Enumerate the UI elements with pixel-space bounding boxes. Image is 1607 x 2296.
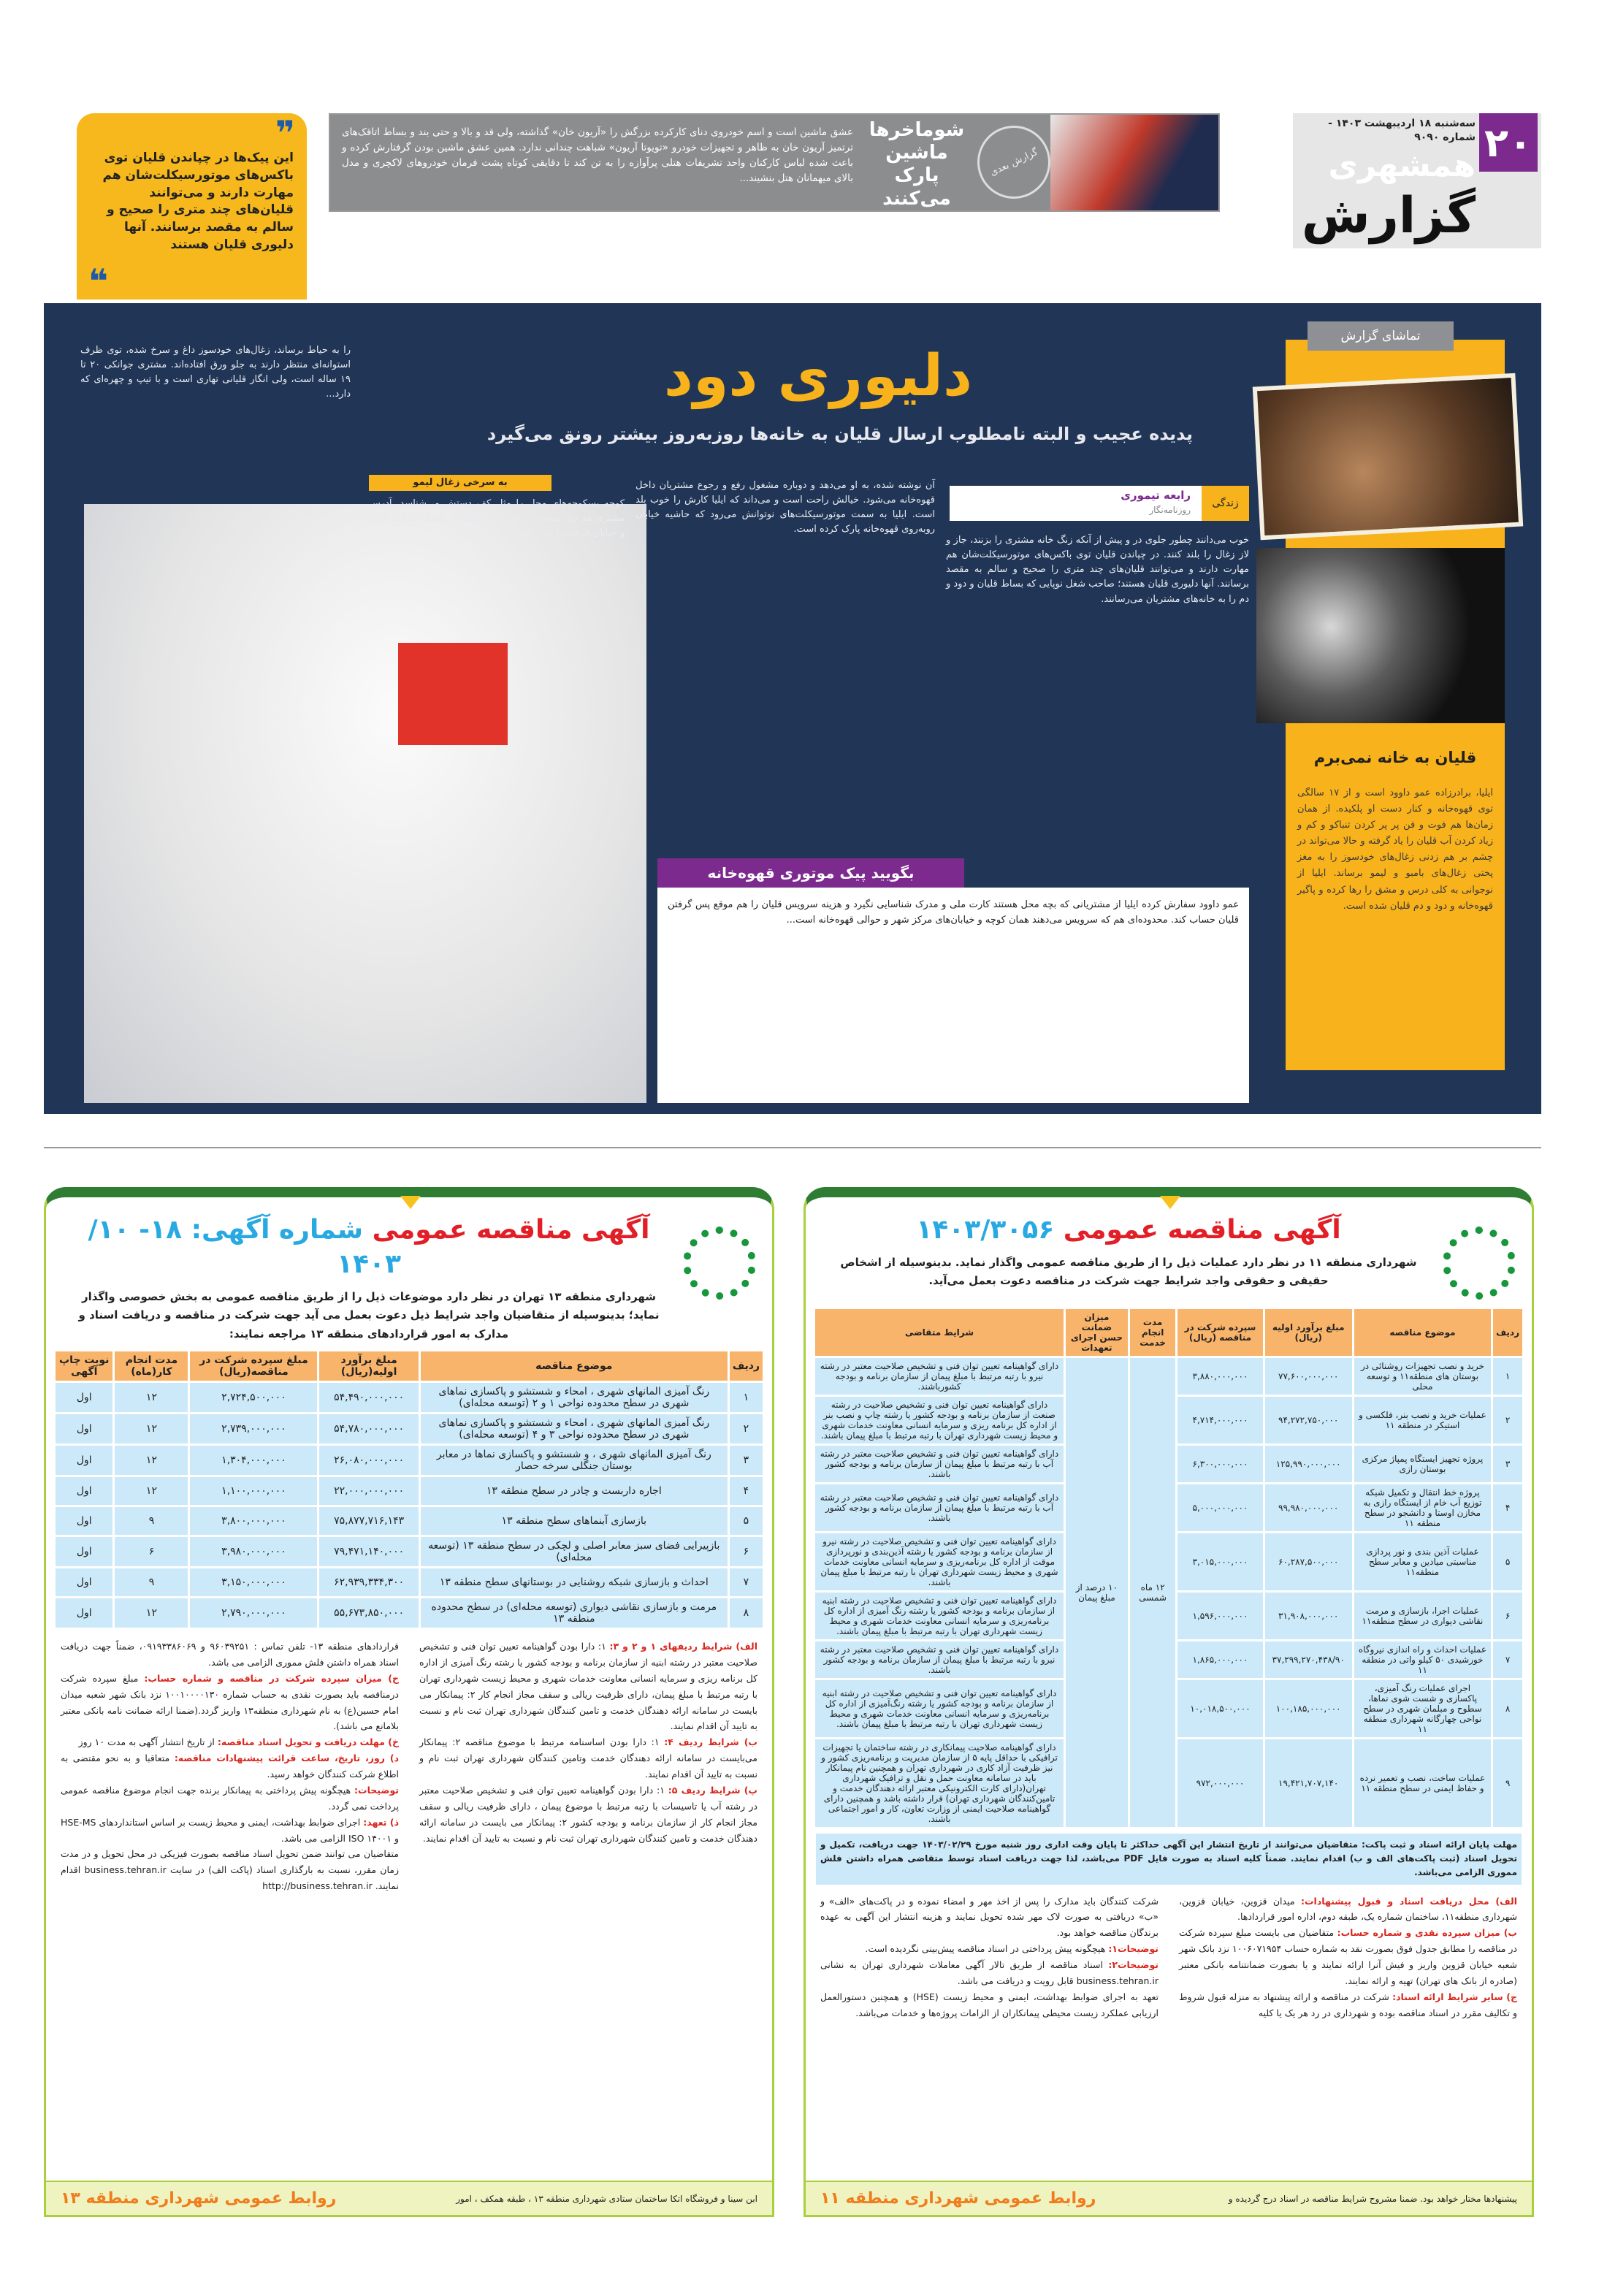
table-cell: ۹: [115, 1507, 188, 1535]
condition-text: اسناد مناقصه از طریق تالار آگهی معاملات شهرداری تهران به نشانی business.tehran.ir قابل رویت و دریافت می باشد.: [820, 1959, 1159, 1986]
next-report-stamp: گزارش بعدی: [966, 114, 1063, 211]
condition-heading: الف) شرایط ردیفهای ۱ و ۲ و ۳:: [609, 1641, 757, 1652]
table-cell: ۳,۸۰۰,۰۰۰,۰۰۰: [190, 1507, 317, 1535]
condition-heading: ح) میزان سپرده شرکت در مناقصه و شماره حساب:: [144, 1672, 399, 1684]
applicant-conditions: دارای گواهینامه تعیین توان فنی و تشخیص صلاحیت معتبر در رشته نیرو با رتبه مرتبط با مبلغ پیمان از سازمان برنامه و بودجه کشور باشند.: [815, 1641, 1064, 1678]
subheading-cafe-courier: بگویید پیک موتوری قهوه‌خانه: [657, 858, 964, 888]
condition-text: هیچگونه پیش پرداختی در اسناد مناقصه پیش‌بینی نگردیده است.: [865, 1943, 1106, 1955]
condition-text: قراردادهای منطقه ۱۳- تلفن تماس : ۹۶۰۳۹۲۵۱ و ۰۹۱۹۳۳۸۶۰۶۹، ضمناً جهت دریافت اسناد همراه داشتن فلش مموری الزامی می باشد.: [61, 1641, 399, 1668]
table-cell: اول: [56, 1383, 112, 1412]
column-header: مبلغ برآورد اولیه (ریال): [1265, 1309, 1352, 1356]
table-cell: ۱: [1493, 1358, 1522, 1395]
table-cell: مرمت و بازسازی نقاشی دیواری (توسعه محله‌ای) در سطح محدوده منطقه ۱۳: [421, 1598, 728, 1628]
paper-logo: همشهری: [1328, 147, 1476, 184]
table-cell: ۹۴,۲۷۲,۷۵۰,۰۰۰: [1265, 1397, 1352, 1443]
applicant-conditions: دارای گواهینامه تعیین توان فنی و تشخیص صلاحیت در رشته ابنیه از سازمان برنامه و بودجه کشور یا رشته رنگ آمیزی از اداره کل برنامه‌ریزی و سرمایه انسانی معاونت خدمات شهری و محیط زیست شهرداری تهران با رتبه مرتبط با مبلغ پیمان باشند.: [815, 1593, 1064, 1639]
condition-text: ۱: دارا بودن گواهینامه تعیین توان فنی و تشخیص صلاحیت معتبر در رشته آب یا تاسیسات با رتبه مرتبط با موضوع پیمان ، دارای ظرفیت ریالی و سقف مجاز انجام کار از سازمان برنامه و بودجه کشور ۲: پیمانکار می بایست در سامانه ارائه دهندگان خدمت و تامین کنندگان شهرداری تهران ثبت نام و نسبت به تایید آن اقدام نمایند.: [419, 1784, 757, 1844]
table-cell: ۹۹,۹۸۰,۰۰۰,۰۰۰: [1265, 1484, 1352, 1531]
table-cell: ۶: [1493, 1593, 1522, 1639]
applicant-conditions: دارای گواهینامه تعیین توان فنی و تشخیص صلاحیت در رشته ابنیه از سازمان برنامه و بودجه کشور یا رشته رنگ‌آمیزی از اداره کل برنامه‌ریزی و سرمایه انسانی معاونت خدمات شهری و محیط زیست شهرداری تهران با رتبه مرتبط با مبلغ پیمان باشند.: [815, 1680, 1064, 1737]
quote-text: این پیک‌ها در چپاندن قلیان توی باکس‌های موتورسیکلت‌شان هم مهارت دارند و می‌توانند قلیان‌های چند متری را صحیح و سالم به مقصد برسانند. آنها دلیوری قلیان هستند: [102, 150, 294, 252]
ad-title: آگهی مناقصه عمومی: [372, 1215, 650, 1245]
condition-text: ۱: دارا بودن اساسنامه مرتبط با موضوع مناقصه ۲: پیمانکار می‌بایست در سامانه ارائه دهندگان خدمت وتامین کنندگان شهرداری تهران ثبت نام و نسبت به تایید آن اقدام نمایند.: [419, 1736, 757, 1780]
condition-text: شرکت کنندگان باید مدارک را پس از اخذ مهر و امضاء نموده و در پاکت‌های «الف» و «ب» دریافتی به صورت لاک مهر شده تحویل نمایند و هزینه انتشار این آگهی به عهده برندگان مناقصه خواهد بود.: [820, 1895, 1159, 1939]
condition-text: هیچگونه پیش پرداختی به پیمانکار برنده جهت انجام موضوع مناقصه عمومی پرداخت نمی گردد.: [61, 1784, 399, 1812]
page-number: ۲۰: [1479, 113, 1538, 172]
table-row: [56, 1568, 763, 1596]
table-cell: ۲: [1493, 1397, 1522, 1443]
article-column-4: را به حیاط برساند، زغال‌های خودسوز داغ و سرخ شده، توی ظرف استوانه‌ای منتظر دارند به جلو ورق افتاده‌اند. مشتری جوانکی ۲۰ تا ۱۹ ساله است، ولی انگار قلیانی تهاری است و با تیپ و چهره‌ای که دارد...: [80, 345, 351, 400]
hookah-delivery-box: [398, 643, 508, 745]
table-cell: اول: [56, 1446, 112, 1475]
hookah-cafe-photo: [1253, 373, 1523, 541]
quote-close-icon: ❝: [88, 262, 108, 301]
table-cell: رنگ آمیزی المانهای شهری ، امحاء و شستشو و پاکسازی نماهای شهری در سطح محدوده نواحی ۱ و ۲ (توسعه محله‌ای): [421, 1383, 728, 1412]
condition-item: [1179, 1893, 1517, 1926]
column-header: موضوع مناقصه: [421, 1351, 728, 1381]
table-row: [56, 1383, 763, 1412]
table-cell: ۲۶,۰۸۰,۰۰۰,۰۰۰: [319, 1446, 418, 1475]
ad-number: شماره آگهی: ۱۸- ۱۰/ ۱۴۰۳: [88, 1215, 401, 1279]
table-cell: ۱: [730, 1383, 763, 1412]
table-cell: ۷: [730, 1568, 763, 1596]
table-cell: ۷۷,۶۰۰,۰۰۰,۰۰۰: [1265, 1358, 1352, 1395]
table-cell: اجاره داربست و چادر در سطح منطقه ۱۳: [421, 1477, 728, 1505]
condition-item: [1179, 1925, 1517, 1989]
table-cell: اول: [56, 1477, 112, 1505]
teaser-text: عشق ماشین است و اسم خودروی دنای کارکرده بزرگش را «آریون خان» گذاشته، ولی قد و بالا و حتی بند و بساط اتاقک‌های ترتمیز آریون خان به ظاهر و تجهیزات خودرو «تویوتا آریون» شباهت چندانی ندارد. همین عشق ماشین بودن گرفتارش کرده و باعث شده لباس کارکنان واحد تشریفات هتلی پرآوازه را به تن کند تا دقایقی کوتاه پشت فرمان خودروهای لاکچری و مدل بالای میهمانان هتل بنشیند...: [342, 126, 853, 184]
table-cell: ۳,۱۵۰,۰۰۰,۰۰۰: [190, 1568, 317, 1596]
table-row: [56, 1414, 763, 1443]
conditions-left: [820, 1893, 1159, 2172]
sidebar-title: قلیان به خانه نمی‌برم: [1313, 749, 1477, 766]
table-cell: ۴,۷۱۴,۰۰۰,۰۰۰: [1177, 1397, 1262, 1443]
table-cell: ۳۷,۲۹۹,۲۷۰,۴۳۸/۹۰: [1265, 1641, 1352, 1678]
table-cell: ۱۲۵,۹۹۰,۰۰۰,۰۰۰: [1265, 1446, 1352, 1482]
table-cell: ۲: [730, 1414, 763, 1443]
table-cell: ۷: [1493, 1641, 1522, 1678]
table-cell: ۳: [1493, 1446, 1522, 1482]
teaser-photo: [1050, 115, 1218, 210]
table-cell: عملیات اجرا، بازسازی و مرمت نقاشی دیواری در سطح منطقه۱۱: [1354, 1593, 1491, 1639]
condition-text: مبلغ سپرده شرکت درمناقصه باید بصورت نقدی به حساب شماره ۱۰۰۱۰۰۰۰۱۳۰ نزد بانک شهر شعبه میدان امام حسین(ع) به نام شهرداری منطقه۱۳ واریز گردد.(ضمنا ارائه ضمانت نامه بانکی معتبر بلامانع می باشد).: [61, 1672, 399, 1732]
condition-item: [820, 1957, 1159, 1989]
tehran-municipality-logo: [683, 1227, 756, 1300]
column-header: مبلغ سپرده شرکت در مناقصه(ریال): [190, 1351, 317, 1381]
table-cell: ۱۲: [115, 1598, 188, 1628]
table-cell: بازسازی آبنماهای سطح منطقه ۱۳: [421, 1507, 728, 1535]
issue-date: سه‌شنبه ۱۸ اردیبهشت ۱۴۰۳ - شماره ۹۰۹۰: [1328, 118, 1476, 143]
footer-text: ابن سینا و فروشگاه اتکا ساختمان ستادی شهرداری منطقه ۱۳ ، طبقه همکف ، امور: [456, 2193, 757, 2204]
table-cell: عملیات آذین بندی و نور پردازی مناسبتی میادین و معابر سطح منطقه۱۱: [1354, 1533, 1491, 1590]
condition-text: تعهد به اجرای ضوابط بهداشت، ایمنی و محیط زیست (HSE) و همچنین دستورالعمل ارزیابی عملکرد زیست محیطی پیمانکاران از الزامات پروژه‌ها و خدمات می‌باشد.: [820, 1991, 1159, 2018]
table-cell: ۴: [1493, 1484, 1522, 1531]
table-cell: ۷۵,۸۷۷,۷۱۶,۱۴۳: [319, 1507, 418, 1535]
column-header: سپرده شرکت در مناقصه (ریال): [1177, 1309, 1262, 1356]
column-header: ردیف: [730, 1351, 763, 1381]
table-cell: ۱,۱۰۰,۰۰۰,۰۰۰: [190, 1477, 317, 1505]
table-row: [815, 1358, 1522, 1395]
table-row: [56, 1477, 763, 1505]
table-cell: ۶۰,۲۸۷,۵۰۰,۰۰۰: [1265, 1533, 1352, 1590]
table-cell: ۱۰۰,۱۸۵,۰۰۰,۰۰۰: [1265, 1680, 1352, 1737]
tender-table: [813, 1307, 1524, 1829]
table-cell: ۱,۳۰۴,۰۰۰,۰۰۰: [190, 1446, 317, 1475]
table-cell: ۴: [730, 1477, 763, 1505]
table-cell: ۳: [730, 1446, 763, 1475]
performance-guarantee: ۱۰ درصد از مبلغ پیمان: [1066, 1358, 1128, 1827]
condition-item: [419, 1639, 757, 1734]
footer-text: پیشنهادها مختار خواهد بود. ضمنا مشروح شرایط مناقصه در اسناد درج گردیده و: [1228, 2193, 1517, 2204]
sidebar-text: ایلیا، برادرزاده عمو داوود است و از ۱۷ سالگی توی قهوه‌خانه و کنار دست او پلکیده. از همان زمان‌ها هم فوت و فن پر پر کردن تنباکو و کم و زیاد کردن آب قلیان را یاد گرفته و حالا می‌تواند در چشم بر هم زدنی زغال‌های خودسوز را به مغز پختی زغال‌های بامبو و لیمو برساند. ایلیا از نوجوانی به کلی درس و مشق را رها کرده و پاگیر قهوه‌خانه و دود و دم قلیان شده است.: [1297, 787, 1493, 912]
table-cell: ۵۴,۷۸۰,۰۰۰,۰۰۰: [319, 1414, 418, 1443]
table-cell: ۱۰,۰۱۸,۵۰۰,۰۰۰: [1177, 1680, 1262, 1737]
table-cell: ۵: [730, 1507, 763, 1535]
condition-heading: خ) مهلت دریافت و تحویل اسناد مناقصه:: [217, 1736, 399, 1748]
condition-heading: پ) شرایط ردیف ۵:: [668, 1784, 757, 1796]
table-cell: ۱۲: [115, 1477, 188, 1505]
condition-text: متقاضیان می بایست مبلغ سپرده شرکت در مناقصه را مطابق جدول فوق بصورت نقد به شماره حساب ۱۰۰۶۰۷۱۹۵۴ نزد بانک شهر شعبه خیابان قزوین واریز و فیش آنرا ارائه نمایند و یا بصورت ضمانتنامه بانکی معتبر (صادره از بانک های تهران) تهیه و ارائه نمایند.: [1179, 1927, 1517, 1986]
condition-text: ۱: دارا بودن گواهینامه تعیین توان فنی و تشخیص صلاحیت معتبر در رشته ابنیه از سازمان برنامه و بودجه کشور یا رشته رنگ آمیزی از اداره کل برنامه ریزی و سرمایه انسانی معاونت خدمات شهری و محیط زیست شهرداری تهران با رتبه مرتبط با مبلغ پیمان، دارای ظرفیت ریالی و سقف مجاز انجام کار ۲: پیمانکار می بایست در سامانه ارائه دهندگان خدمت و تامین کنندگان شهرداری تهران ثبت نام و نسبت به تایید آن اقدام نمایند.: [419, 1641, 757, 1732]
table-cell: ۶۲,۹۳۹,۳۳۴,۳۰۰: [319, 1568, 418, 1596]
condition-heading: ب) میزان سپرده نقدی و شماره حساب:: [1337, 1927, 1517, 1939]
conditions-right: [1179, 1893, 1517, 2172]
applicant-conditions: دارای گواهینامه تعیین توان فنی و تشخیص صلاحیت در رشته صنعت از سازمان برنامه و بودجه کشور یا رشته چاپ و نصب بنر از اداره کل برنامه ریزی و سرمایه انسانی معاونت خدمات شهری و محیط زیست شهرداری تهران با رتبه مرتبط با مبلغ پیمان باشند.: [815, 1397, 1064, 1443]
table-cell: عملیات خرید و نصب بنر، فلکسی و استیکر در منطقه ۱۱: [1354, 1397, 1491, 1443]
table-cell: ۲,۷۲۴,۵۰۰,۰۰۰: [190, 1383, 317, 1412]
table-cell: ۱۲: [115, 1383, 188, 1412]
table-cell: بازپیرایی فضای سبز معابر اصلی و لچکی در سطح منطقه ۱۳ (توسعه محله‌ای): [421, 1537, 728, 1566]
table-cell: ۵۵,۶۷۳,۸۵۰,۰۰۰: [319, 1598, 418, 1628]
table-cell: ۱۲: [115, 1414, 188, 1443]
conditions-right: [419, 1639, 757, 2172]
table-cell: رنگ آمیزی المانهای شهری ، امحاء و شستشو و پاکسازی نماهای شهری در سطح محدوده نواحی ۳ و ۴ (توسعه محله‌ای): [421, 1414, 728, 1443]
ad-intro: شهرداری منطقه ۱۱ در نظر دارد عملیات ذیل را از طریق مناقصه عمومی واگذار نماید. بدینوسیله از اشخاص حقیقی و حقوقی واجد شرایط جهت شرکت در مناقصه دعوت بعمل می‌آید.: [840, 1255, 1417, 1288]
column-header: مدت انجام خدمت: [1130, 1309, 1176, 1356]
condition-heading: ج) سایر شرایط ارائه اسناد:: [1392, 1991, 1517, 2002]
author-name: رابعه تیموری: [1121, 489, 1191, 502]
ad-footer: روابط عمومی شهرداری منطقه ۱۱: [820, 2189, 1096, 2208]
table-cell: رنگ آمیزی المانهای شهری ، و شستشو و پاکسازی نماها در معابر بوستان جنگلی سرخه حصار: [421, 1446, 728, 1475]
condition-heading: د) روز، تاریخ، ساعت قرائت پیشنهادات مناقصه:: [174, 1752, 399, 1764]
byline: [950, 486, 1249, 521]
divider: [44, 1147, 1541, 1148]
column-header: میزان ضمانت حسن اجرای تعهدات: [1066, 1309, 1128, 1356]
condition-text: میدان قزوین، خیابان قزوین، شهرداری منطقه۱۱، ساختمان شماره یک، طبقه دوم، اداره امور قراردادها.: [1179, 1895, 1517, 1923]
article-column-2: آن نوشته شده، به او می‌دهد و دوباره مشغول رفع و رجوع مشتریان داخل قهوه‌خانه می‌شود. خیالش راحت است و می‌داند که ایلیا کارش را خوب بلد است. ایلیا به سمت موتورسیکلت‌های نوتوانش می‌رود که حاشیه خیابان روبه‌روی قهوه‌خانه پارک کرده است.: [635, 480, 935, 535]
condition-item: [61, 1846, 399, 1894]
subheading-lemon-coal: به سرخی زغال لیمو: [369, 475, 551, 491]
table-cell: ۳,۹۸۰,۰۰۰,۰۰۰: [190, 1537, 317, 1566]
table-cell: اول: [56, 1598, 112, 1628]
applicant-conditions: دارای گواهینامه تعیین توان فنی و تشخیص صلاحیت معتبر در رشته آب با رتبه مرتبط با مبلغ پیمان از سازمان برنامه و بودجه کشور باشند.: [815, 1484, 1064, 1531]
condition-item: [61, 1639, 399, 1671]
table-cell: پروژه تجهیز ایستگاه پمپاژ مرکزی بوستان رازی: [1354, 1446, 1491, 1482]
table-row: [56, 1446, 763, 1475]
ad-title: آگهی مناقصه عمومی: [1063, 1215, 1341, 1245]
condition-heading: توضیحات:: [354, 1784, 399, 1796]
condition-heading: الف) محل دریافت اسناد و قبول پیشنهادات:: [1301, 1895, 1517, 1907]
condition-item: [61, 1750, 399, 1782]
tender-ad-district-11: [804, 1187, 1534, 2217]
condition-text: شرکت در مناقصه و ارائه پیشنهاد به منزله قبول شروط و تکالیف مقرر در اسناد مناقصه بوده و شهرداری در رد هر یک یا کلیه: [1179, 1991, 1517, 2018]
table-cell: ۸: [730, 1598, 763, 1628]
condition-text: اجرای ضوابط بهداشت، ایمنی و محیط زیست بر اساس استانداردهای HSE-MS و ISO ۱۴۰۰۱ الزامی می باشد.: [61, 1816, 399, 1844]
tender-table: [53, 1349, 765, 1630]
condition-text: متعاقبا و به نحو مقتضی به اطلاع شرکت کنندگان خواهد رسید.: [61, 1752, 399, 1780]
condition-item: [820, 1989, 1159, 2021]
table-cell: ۹۷۲,۰۰۰,۰۰۰: [1177, 1739, 1262, 1827]
table-cell: ۱,۵۹۶,۰۰۰,۰۰۰: [1177, 1593, 1262, 1639]
condition-item: [820, 1941, 1159, 1957]
table-cell: احداث و بازسازی شبکه روشنایی در بوستانهای سطح منطقه ۱۳: [421, 1568, 728, 1596]
applicant-conditions: دارای گواهینامه صلاحیت پیمانکاری در رشته ساختمان یا تجهیزات ترافیکی با حداقل پایه ۵ از سازمان مدیریت و برنامه‌ریزی کشور و نیز ظرفیت آزاد کاری در شهرداری تهران و همچنین نام پیمانکار باید در سامانه معاونت حمل و نقل و ترافیک شهرداری تهران(دارای کارت الکترونیکی معتبر ارائه دهندگان خدمت و تامین‌کنندگان شهرداری تهران) قرار داشته باشد و همچنین دارای گواهینامه صلاحیت ایمنی از وزارت تعاون، کار و امور اجتماعی باشند.: [815, 1739, 1064, 1827]
tehran-municipality-logo: [1443, 1227, 1516, 1300]
column-header: ردیف: [1493, 1309, 1522, 1356]
column-header: مدت انجام کار(ماه): [115, 1351, 188, 1381]
service-duration: ۱۲ ماه شمسی: [1130, 1358, 1176, 1827]
table-cell: ۳,۸۸۰,۰۰۰,۰۰۰: [1177, 1358, 1262, 1395]
table-cell: ۲,۷۹۰,۰۰۰,۰۰۰: [190, 1598, 317, 1628]
ad-footer: روابط عمومی شهرداری منطقه ۱۳: [61, 2189, 337, 2208]
article-title: دلیوری دود: [663, 343, 973, 409]
cafe-courier-text: عمو داوود سفارش کرده ایلیا از مشتریانی که بچه محل هستند کارت ملی و مدرک شناسایی نگیرد و هزینه سرویس قلیان را هم موقع پس گرفتن قلیان حساب کند. محدوده‌ای هم که سرویس می‌دهند همان کوچه و خیابان‌های مرکز شهر و حوالی قهوه‌خانه است...: [657, 888, 1249, 1103]
condition-item: [61, 1734, 399, 1750]
table-cell: ۱۲: [115, 1446, 188, 1475]
article-column-1: خوب می‌دانند چطور جلوی در و پیش از آنکه زنگ خانه مشتری را بزنند، جاز و لاز زغال را بلند کنند. در چپاندن قلیان توی باکس‌های موتورسیکلت‌شان هم مهارت دارند و می‌توانند قلیان‌های چند متری را صحیح و سالم به مقصد برسانند. آنها دلیوری قلیان هستند؛ صاحب شغل نوپایی که بساط قلیان و دود و دم را به خانه‌های مشتریان می‌رسانند.: [946, 535, 1249, 605]
column-header: نوبت چاپ آگهی: [56, 1351, 112, 1381]
table-cell: ۳,۰۱۵,۰۰۰,۰۰۰: [1177, 1533, 1262, 1590]
article-subtitle: پدیده عجیب و البته نامطلوب ارسال قلیان به خانه‌ها روزبه‌روز بیشتر رونق می‌گیرد: [486, 424, 1194, 444]
section-title: گزارش: [1301, 187, 1476, 245]
table-cell: ۶,۳۰۰,۰۰۰,۰۰۰: [1177, 1446, 1262, 1482]
table-cell: ۹: [1493, 1739, 1522, 1827]
applicant-conditions: دارای گواهینامه تعیین توان فنی و تشخیص صلاحیت در رشته نیرو از سازمان برنامه و بودجه کشور یا رشته آذین‌بندی و نورپردازی موقت از اداره کل برنامه‌ریزی و سرمایه انسانی معاونت خدمات شهری و محیط زیست شهرداری تهران با رتبه مرتبط با مبلغ پیمان باشند.: [815, 1533, 1064, 1590]
column-header: مبلغ برآورد اولیه(ریال): [319, 1351, 418, 1381]
ad-intro: شهرداری منطقه ۱۳ تهران در نظر دارد موضوعات ذیل را از طریق مناقصه عمومی به بخش خصوصی واگذار نماید؛ بدینوسیله از متقاضیان واجد شرایط ذیل دعوت بعمل می آید جهت شرکت در مناقصه و دریافت اسناد و مدارک به امور قراردادهای منطقه ۱۳ مراجعه نمایند:: [78, 1289, 660, 1340]
delivery-motorcycle-photo: [84, 504, 646, 1103]
smoking-photo: [1256, 548, 1505, 723]
author-role: روزنامه‌نگار: [1149, 505, 1191, 515]
table-cell: ۹: [115, 1568, 188, 1596]
condition-heading: ذ) تعهد:: [363, 1816, 399, 1828]
column-header: شرایط متقاضی: [815, 1309, 1064, 1356]
table-cell: ۸: [1493, 1680, 1522, 1737]
condition-item: [61, 1671, 399, 1735]
condition-item: [419, 1734, 757, 1782]
pull-quote: [77, 113, 307, 300]
table-cell: اجرای عملیات رنگ آمیزی، پاکسازی و شست شوی نماها، سطوح و مبلمان شهری در سطح نواحی چهارگانه شهرداری منطقه ۱۱: [1354, 1680, 1491, 1737]
table-cell: پروژه خط انتقال و تکمیل شبکه توزیع آب خام از ایستگاه رازی به مخازن اوستا و دانشجو در سطح منطقه ۱۱: [1354, 1484, 1491, 1531]
table-cell: ۶: [730, 1537, 763, 1566]
teaser-title: شوماخرها ماشین پارک می‌کنند: [869, 119, 965, 210]
condition-item: [1179, 1989, 1517, 2021]
deadline-notice: مهلت پایان ارائه اسناد و ثبت پاکت: متقاضیان می‌توانند از تاریخ انتشار این آگهی حداکثر تا پایان وقت اداری روز شنبه مورخ ۱۴۰۳/۰۲/۲۹ جهت دریافت، تکمیل و تحویل اسناد (ثبت پاکت‌های الف و ب) اقدام نمایند. ضمناً کلیه اسناد به صورت فایل PDF می‌باشد، لذا جهت دریافت اسناد توسط متقاضی همراه داشتن فلش مموری الزامی می‌باشد.: [816, 1834, 1522, 1885]
condition-item: [61, 1815, 399, 1847]
table-cell: ۶: [115, 1537, 188, 1566]
column-header: موضوع مناقصه: [1354, 1309, 1491, 1356]
table-cell: ۵: [1493, 1533, 1522, 1590]
table-cell: ۵۴,۴۹۰,۰۰۰,۰۰۰: [319, 1383, 418, 1412]
table-cell: خرید و نصب تجهیزات روشنائی در بوستان های منطقه۱۱ و توسعه محلی: [1354, 1358, 1491, 1395]
applicant-conditions: دارای گواهینامه تعیین توان فنی و تشخیص صلاحیت معتبر در رشته نیرو با رتبه مرتبط با مبلغ پیمان از سازمان برنامه و بودجه کشورباشند.: [815, 1358, 1064, 1395]
condition-heading: ب) شرایط ردیف ۴:: [664, 1736, 757, 1748]
table-cell: عملیات ساخت، نصب و تعمیر نرده و حفاظ ایمنی در سطح منطقه ۱۱: [1354, 1739, 1491, 1827]
table-cell: اول: [56, 1414, 112, 1443]
table-cell: اول: [56, 1507, 112, 1535]
quote-open-icon: ❞: [275, 113, 295, 153]
condition-item: [419, 1782, 757, 1847]
table-cell: ۲,۷۳۹,۰۰۰,۰۰۰: [190, 1414, 317, 1443]
table-cell: ۳۱,۹۰۸,۰۰۰,۰۰۰: [1265, 1593, 1352, 1639]
table-cell: اول: [56, 1568, 112, 1596]
condition-heading: توضیحات۲:: [1108, 1959, 1159, 1971]
condition-text: از تاریخ انتشار آگهی به مدت ۱۰ روز: [78, 1736, 215, 1748]
ad-number: ۱۴۰۳/۳۰۵۶: [916, 1215, 1055, 1245]
tender-ad-district-13: [44, 1187, 774, 2217]
table-cell: ۱,۸۶۵,۰۰۰,۰۰۰: [1177, 1641, 1262, 1678]
report-view-tag: تماشای گزارش: [1308, 321, 1454, 351]
applicant-conditions: دارای گواهینامه تعیین توان فنی و تشخیص صلاحیت معتبر در رشته آب با رتبه مرتبط با مبلغ پیمان از سازمان برنامه و بودجه کشور باشند.: [815, 1446, 1064, 1482]
table-row: [56, 1598, 763, 1628]
condition-heading: توضیحات۱:: [1108, 1943, 1159, 1955]
table-cell: ۵,۰۰۰,۰۰۰,۰۰۰: [1177, 1484, 1262, 1531]
condition-text: متقاضیان می توانند ضمن تحویل اسناد مناقصه بصورت فیزیکی در محل تحویل و در مدت زمان مقرر، نسبت به بارگذاری اسناد (پاکت الف) در سایت business.tehran.ir اقدام نمایند. http://business.tehran.ir: [61, 1848, 399, 1892]
table-row: [56, 1507, 763, 1535]
table-cell: ۲۲,۰۰۰,۰۰۰,۰۰۰: [319, 1477, 418, 1505]
category-label: زندگی: [1202, 486, 1249, 521]
condition-item: [61, 1782, 399, 1815]
table-row: [56, 1537, 763, 1566]
article-column-3: کوچه پسکوچه‌های محل را مثل کف دستش می‌شناسد. آدرس مشتری هم دور نیست و برای تحویل سفارش فقط باید چند کوچه و خیابان فرعی را طی کند.: [369, 498, 625, 539]
table-cell: ۷۹,۴۷۱,۱۴۰,۰۰۰: [319, 1537, 418, 1566]
condition-item: [820, 1893, 1159, 1942]
table-cell: اول: [56, 1537, 112, 1566]
conditions-left: [61, 1639, 399, 2172]
table-cell: عملیات احداث و راه اندازی نیروگاه خورشیدی ۵۰ کیلو واتی در منطقه ۱۱: [1354, 1641, 1491, 1678]
table-cell: ۱۹,۴۲۱,۷۰۷,۱۴۰: [1265, 1739, 1352, 1827]
next-report-teaser[interactable]: [329, 113, 1220, 212]
